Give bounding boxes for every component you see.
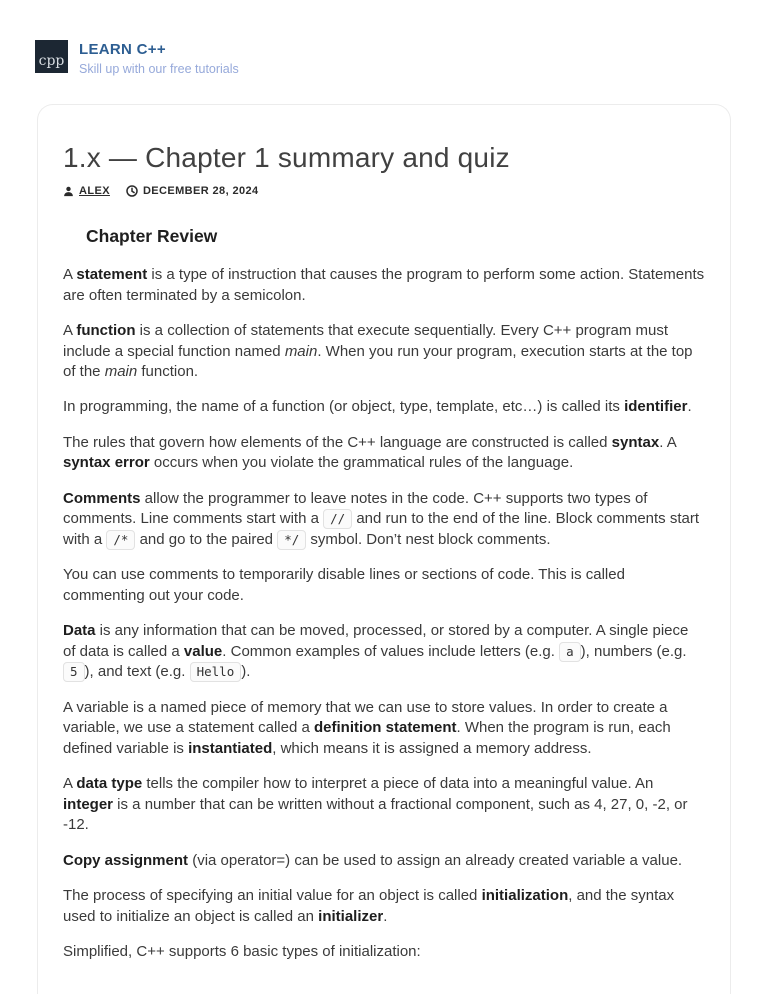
post-meta (63, 185, 705, 197)
paragraph: Comments allow the programmer to leave notes in the code. C++ supports two types of comments. Line comments start with a // and run to the end of the line. Block comments start with a /* and go to the paired */ symbol. Don’t nest block comments. (63, 489, 700, 548)
paragraph: A variable is a named piece of memory that we can use to store values. In order to create a variable, we use a statement called a definition statement. When the program is run, each defined variable is instantiated, which means it is assigned a memory address. (63, 698, 671, 757)
paragraph: A data type tells the compiler how to interpret a piece of data into a meaningful value. An integer is a number that can be written without a fractional component, such as 4, 27, 0, -2, or -12. (63, 775, 688, 834)
site-tagline: Skill up with our free tutorials (79, 62, 239, 76)
paragraph: In programming, the name of a function (or object, type, template, etc…) is called its identifier. (63, 398, 692, 416)
post-date: DECEMBER 28, 2024 (142, 185, 259, 197)
article-body (63, 265, 705, 962)
site-title-link[interactable]: LEARN C++ (79, 41, 166, 58)
paragraph: The process of specifying an initial value for an object is called initialization, and the syntax used to initialize an object is called an initializer. (63, 886, 675, 925)
paragraph: A statement is a type of instruction that causes the program to perform some action. Statements are often terminated by a semicolon. (63, 266, 705, 304)
page-title: 1.x — Chapter 1 summary and quiz (63, 142, 510, 173)
date-meta (126, 185, 259, 197)
section-heading-chapter-review: Chapter Review (86, 226, 218, 246)
author-meta (63, 185, 110, 197)
paragraph: Copy assignment (via operator=) can be used to assign an already created variable a value. (63, 851, 683, 869)
article-card (37, 104, 731, 994)
paragraph: Data is any information that can be moved, processed, or stored by a computer. A single piece of data is called a value. Common examples of values include letters (e.g. a ), numbers (e.g. 5 ), and text (e.g. Hello ). (63, 621, 689, 681)
clock-icon (126, 185, 138, 197)
paragraph: You can use comments to temporarily disable lines or sections of code. This is called commenting out your code. (63, 566, 625, 604)
paragraph: Simplified, C++ supports 6 basic types of initialization: (63, 942, 421, 960)
site-logo[interactable] (35, 40, 68, 73)
logo-text: cpp (38, 53, 65, 69)
author-icon (63, 186, 74, 197)
author-link[interactable]: ALEX (79, 185, 110, 197)
paragraph: A function is a collection of statements that execute sequentially. Every C++ program must include a special function named main. When you run your program, execution starts at the top of the main function. (63, 321, 693, 381)
paragraph: The rules that govern how elements of the C++ language are constructed is called syntax. A syntax error occurs when you violate the grammatical rules of the language. (63, 433, 676, 472)
site-header (0, 0, 768, 76)
brand-block (79, 40, 239, 76)
